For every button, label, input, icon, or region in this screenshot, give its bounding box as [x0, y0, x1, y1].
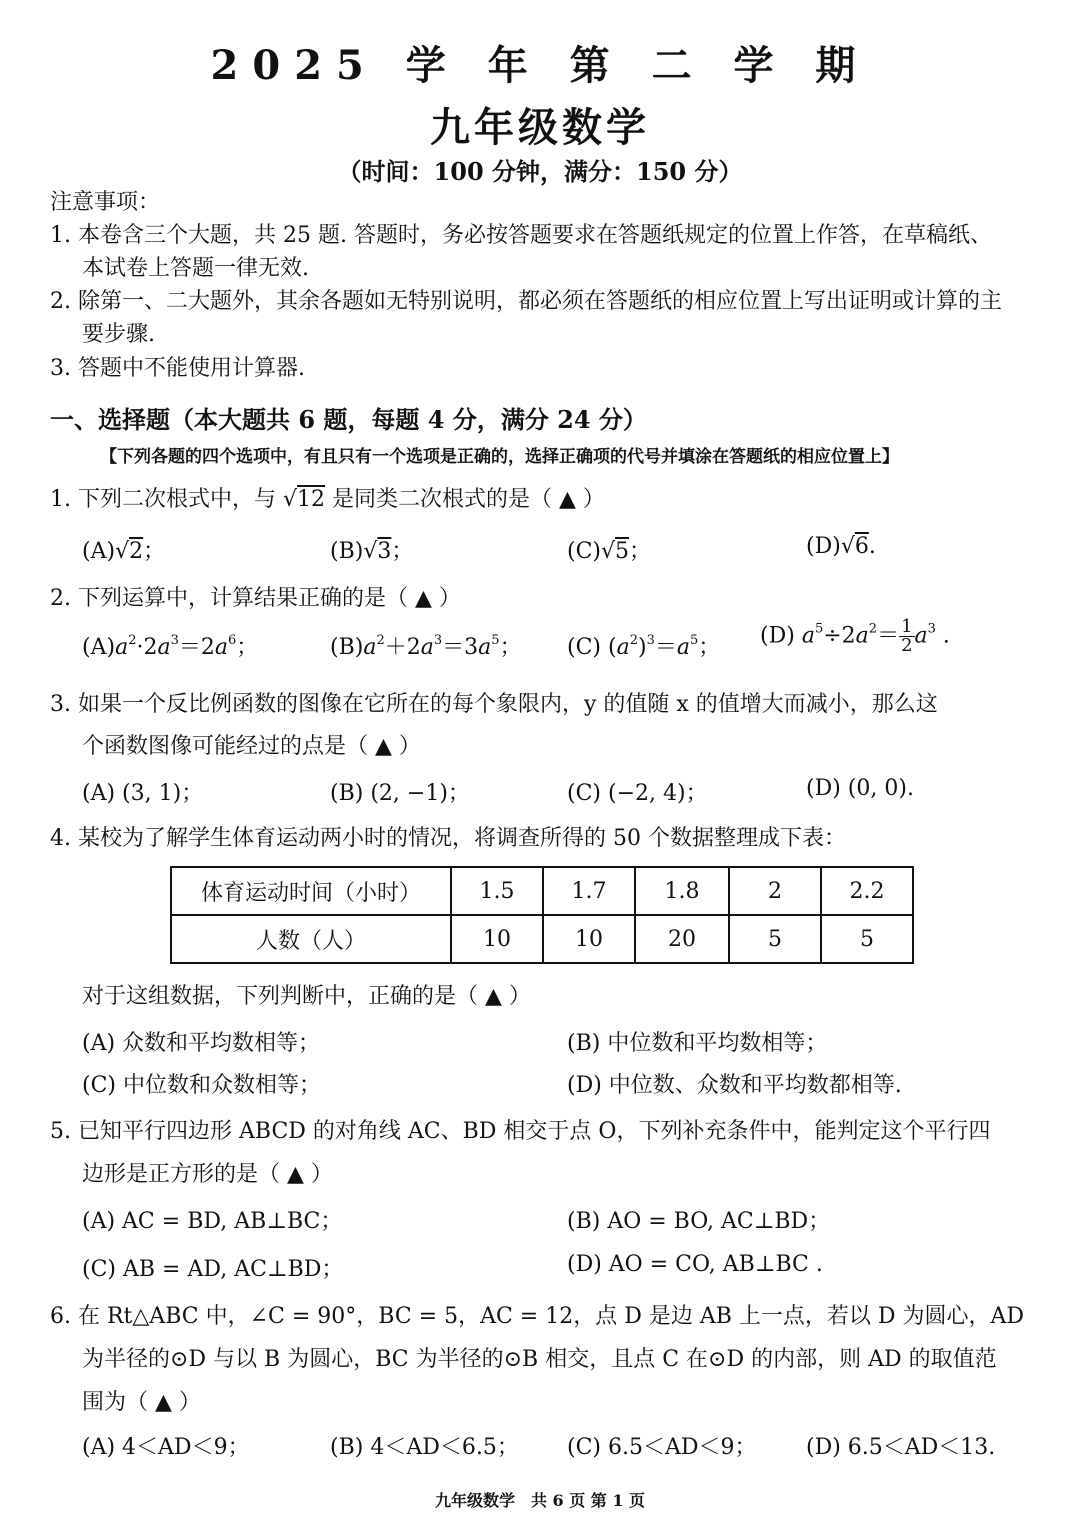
question-3-stem-line1: 3. 如果一个反比例函数的图像在它所在的每个象限内，y 的值随 x 的值增大而减小，那么这 [50, 692, 938, 717]
exam-time-info: （时间：100 分钟，满分：150 分） [337, 157, 743, 186]
table-cell: 20 [635, 915, 729, 963]
note-item-1: 1. 本卷含三个大题，共 25 题. 答题时，务必按答题要求在答题纸规定的位置上作答，在草稿纸、 [50, 223, 992, 248]
q1-option-b: (B)√3； [330, 539, 414, 564]
question-4-question: 对于这组数据，下列判断中，正确的是（ ▲ ） [82, 984, 531, 1009]
q1-option-a: (A)√2； [82, 539, 166, 564]
q1-option-c: (C)√5； [567, 539, 652, 564]
table-header-cell: 人数（人） [171, 915, 451, 963]
table-cell: 1.8 [635, 867, 729, 915]
q4-data-table [170, 866, 914, 964]
q3-option-b: (B) (2, −1)； [330, 781, 470, 806]
question-6-stem-line3: 围为（ ▲ ） [82, 1390, 201, 1415]
question-6-stem-line2: 为半径的⊙D 与以 B 为圆心，BC 为半径的⊙B 相交，且点 C 在⊙D 的内部，则 AD 的取值范 [82, 1347, 997, 1372]
q3-option-a: (A) (3, 1)； [82, 781, 204, 806]
q2-option-b: $(B)a^2+2a^3=3a^5$； [330, 633, 522, 660]
exam-subject-title: 九年级数学 [430, 104, 650, 151]
table-cell: 2.2 [821, 867, 913, 915]
fraction-numerator: 1 [901, 616, 913, 637]
exam-term-title: 2025 学 年 第 二 学 期 [210, 42, 870, 89]
option-end: . [868, 534, 876, 559]
notes-heading: 注意事项： [50, 190, 161, 215]
table-cell: 10 [451, 915, 543, 963]
option-radicand: 3 [377, 539, 392, 564]
q4-option-b: (B) 中位数和平均数相等； [567, 1031, 828, 1056]
question-4-stem: 4. 某校为了解学生体育运动两小时的情况，将调查所得的 50 个数据整理成下表： [50, 826, 846, 851]
q6-option-a: (A) 4＜AD＜9； [82, 1435, 250, 1460]
fraction-denominator: 2 [901, 635, 913, 656]
q5-option-b: (B) AO = BO, AC⊥BD； [567, 1209, 831, 1234]
q1-stem-part-a: 1. 下列二次根式中，与 [50, 487, 276, 512]
fraction-one-half [899, 618, 914, 655]
table-row [171, 915, 913, 963]
q4-option-c: (C) 中位数和众数相等； [82, 1073, 321, 1098]
table-cell: 1.7 [543, 867, 635, 915]
table-cell: 2 [729, 867, 821, 915]
q5-option-d: (D) AO = CO, AB⊥BC . [567, 1252, 823, 1277]
note-item-3: 3. 答题中不能使用计算器. [50, 356, 305, 381]
q2-option-c: (C) $(a^2)^3=a^5$； [567, 633, 721, 660]
q4-option-d: (D) 中位数、众数和平均数都相等. [567, 1073, 902, 1098]
option-radicand: 2 [129, 539, 144, 564]
table-row [171, 867, 913, 915]
question-3-stem-line2: 个函数图像可能经过的点是（ ▲ ） [82, 734, 421, 759]
q1-stem-part-b: 是同类二次根式的是（ ▲ ） [332, 487, 605, 512]
option-radicand: 6 [854, 534, 869, 559]
option-end: ； [391, 539, 414, 564]
q6-option-b: (B) 4＜AD＜6.5； [330, 1435, 519, 1460]
option-label: (A) [82, 635, 116, 660]
option-label: (D) [760, 623, 795, 649]
question-1-stem [50, 483, 605, 517]
table-cell: 5 [729, 915, 821, 963]
sqrt-12: √12 [282, 487, 326, 512]
question-2-stem: 2. 下列运算中，计算结果正确的是（ ▲ ） [50, 586, 461, 611]
question-5-stem-line1: 5. 已知平行四边形 ABCD 的对角线 AC、BD 相交于点 O，下列补充条件中，能判定这个平行四 [50, 1119, 991, 1144]
q2-option-a: $(A)a^2\cdot 2a^3=2a^6$； [82, 633, 259, 660]
option-radicand: 5 [615, 539, 630, 564]
table-cell: 1.5 [451, 867, 543, 915]
q5-option-a: (A) AC = BD, AB⊥BC； [82, 1209, 343, 1234]
section-1-title: 一、选择题（本大题共 6 题，每题 4 分，满分 24 分） [50, 405, 647, 434]
q2-option-d: (D) $a^5\div 2a^2=$ $\frac{1}{2}$ $a^3$ . [760, 616, 950, 656]
option-label: (D) [806, 534, 841, 559]
section-1-instruction: 【下列各题的四个选项中，有且只有一个选项是正确的，选择正确项的代号并填涂在答题纸的相应位置上】 [100, 447, 899, 467]
option-label: (B) [330, 539, 364, 564]
page-footer: 九年级数学 共 6 页 第 1 页 [434, 1491, 646, 1510]
option-label: (C) [567, 635, 601, 660]
question-6-stem-line1: 6. 在 Rt△ABC 中，∠C = 90°，BC = 5，AC = 12，点 D 是边 AB 上一点，若以 D 为圆心，AD [50, 1304, 1025, 1329]
option-label: (C) [567, 539, 601, 564]
note-item-1-cont: 本试卷上答题一律无效. [82, 256, 309, 281]
q5-option-c: (C) AB = AD, AC⊥BD； [82, 1257, 344, 1282]
question-5-stem-line2: 边形是正方形的是（ ▲ ） [82, 1162, 333, 1187]
table-header-cell: 体育运动时间（小时） [171, 867, 451, 915]
option-label: (B) [330, 635, 364, 660]
q6-option-d: (D) 6.5＜AD＜13. [806, 1435, 996, 1460]
note-item-2: 2. 除第一、二大题外，其余各题如无特别说明，都必须在答题纸的相应位置上写出证明或计算的主 [50, 289, 1002, 314]
note-item-2-cont: 要步骤. [82, 322, 155, 347]
q1-option-d: (D)√6. [806, 534, 876, 559]
q3-option-d: (D) (0, 0). [806, 776, 914, 801]
q3-option-c: (C) (−2, 4)； [567, 781, 708, 806]
q6-option-c: (C) 6.5＜AD＜9； [567, 1435, 757, 1460]
q1-radicand: 12 [297, 487, 326, 512]
option-end: ； [629, 539, 652, 564]
table-cell: 5 [821, 915, 913, 963]
option-end: ； [143, 539, 166, 564]
table-cell: 10 [543, 915, 635, 963]
q4-option-a: (A) 众数和平均数相等； [82, 1031, 321, 1056]
option-label: (A) [82, 539, 116, 564]
